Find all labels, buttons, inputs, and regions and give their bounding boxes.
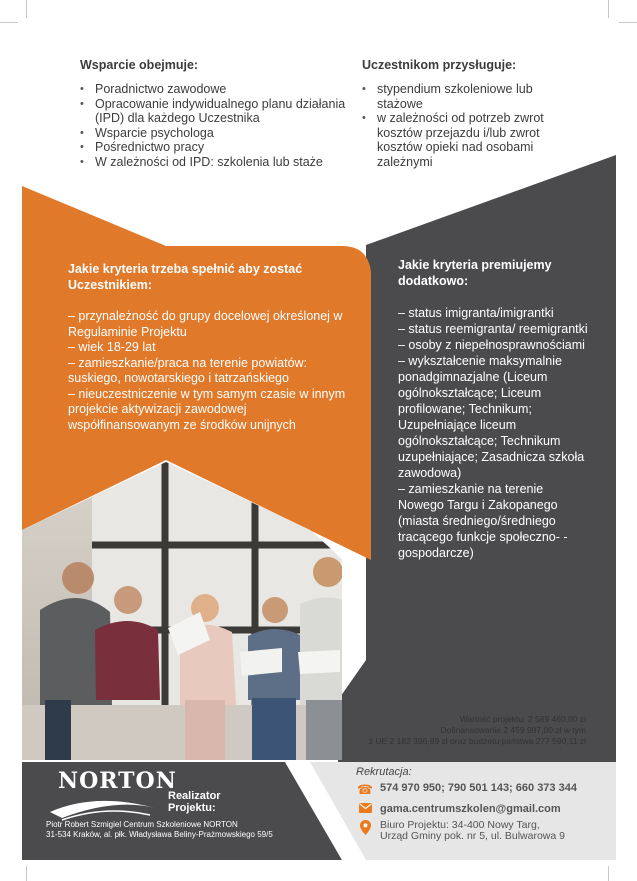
support-item: • Opracowanie indywidualnego planu działania (IPD) dla każdego Uczestnika [80,97,350,126]
entitled-item: • stypendium szkoleniowe lub stażowe [362,82,552,111]
office-line: Biuro Projektu: 34-400 Nowy Targ, [380,819,540,831]
organizer-name: Piotr Robert Szmigiel Centrum Szkoleniowe NORTON [46,820,238,829]
office-line: Urząd Gminy pok. nr 5, ul. Bulwarowa 9 [380,830,565,842]
organizer-address: 31-534 Kraków, al. płk. Władysława Beliny-Prażmowskiego 59/5 [46,830,273,839]
criteria-list [68,309,346,433]
map-pin-icon [356,820,374,835]
entitled-item: • w zależności od potrzeb zwrot kosztów przejazdu i/lub zwrot kosztów opieki nad osobami zależnymi [362,111,552,169]
project-value-line: Wartość projektu: 2 589 460,00 zł [459,714,586,724]
office-row [356,820,606,842]
phone-icon: ☎ [356,782,374,797]
norton-logo: NORTON [58,768,177,794]
realizer-label: Realizator Projektu: [168,790,221,814]
office-address [380,820,565,842]
criteria-heading: Jakie kryteria trzeba spełnić aby zostać Uczestnikiem: [68,262,303,292]
project-value [350,714,586,747]
premium-section [398,258,588,561]
entitled-section [362,58,552,169]
support-section [80,58,350,169]
phone-numbers[interactable]: 574 970 950; 790 501 143; 660 373 344 [380,782,577,794]
premium-item: – osoby z niepełnosprawnościami [398,338,585,352]
premium-list [398,305,588,561]
support-item: • Poradnictwo zawodowe [80,82,350,97]
support-item: • Wsparcie psychologa [80,126,350,141]
email-address[interactable]: gama.centrumszkolen@gmail.com [380,803,561,815]
phone-row [356,782,606,798]
premium-heading: Jakie kryteria premiujemy dodatkowo: [398,258,552,288]
email-row [356,803,606,815]
recruitment-label: Rekrutacja: [356,766,412,778]
support-item: • W zależności od IPD: szkolenia lub staże [80,155,350,170]
organizer-info [46,820,326,840]
premium-item: – status imigranta/imigrantki [398,306,554,320]
premium-item: – status reemigranta/ reemigrantki [398,322,588,336]
premium-item: – wykształcenie maksymalnie ponadgimnazjalne (Liceum ogólnokształcące; Liceum profilowane; Technikum; Uzupełniające liceum ogólnokształcące; Technikum uzupełniające; Zasadnicza szkoła zawodowa) [398,354,585,480]
recruitment-section [356,766,606,842]
criteria-item: – przynależność do grupy docelowej określonej w Regulaminie Projektu [68,309,343,339]
entitled-list [362,82,552,169]
support-heading: Wsparcie obejmuje: [80,58,199,72]
support-list [80,82,350,169]
entitled-heading: Uczestnikom przysługuje: [362,58,517,72]
criteria-item: – nieuczestniczenie w tym samym czasie w innym projekcie aktywizacji zawodowej współfinansowanym ze środków unijnych [68,386,346,432]
project-value-line: z UE 2 182 396,89 zł oraz budżetu państwa 277 590,11 zł [368,736,586,746]
project-value-line: Dofinansowanie 2 459 987,00 zł w tym [440,725,586,735]
criteria-item: – zamieszkanie/praca na terenie powiatów: suskiego, nowotarskiego i tatrzańskiego [68,355,308,385]
premium-item: – zamieszkanie na terenie Nowego Targu i Zakopanego (miasta średniego/średniego tracącego funkcje społeczno- -gospodarcze) [398,482,568,560]
support-item: • Pośrednictwo pracy [80,140,350,155]
criteria-item: – wiek 18-29 lat [68,340,156,354]
criteria-section [68,262,346,433]
envelope-icon [356,803,374,813]
